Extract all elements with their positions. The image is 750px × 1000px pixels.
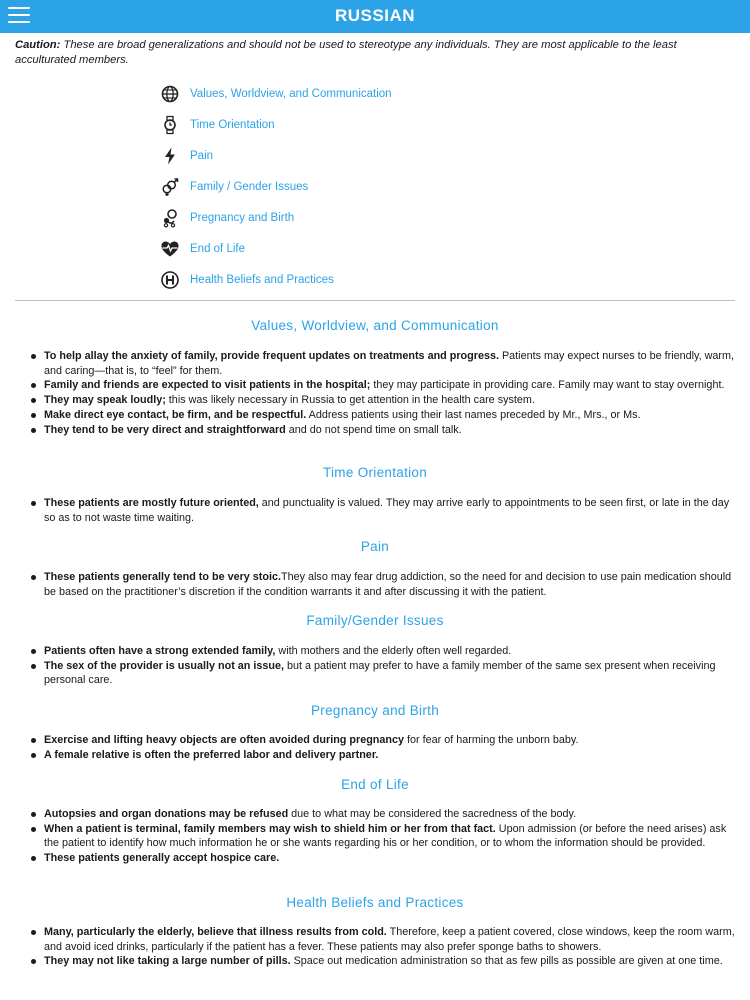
hospital-h-icon [160, 270, 180, 290]
item-text: Address patients using their last names preceded by Mr., Mrs., or Ms. [306, 408, 641, 421]
item-text: and do not spend time on small talk. [285, 423, 462, 436]
heartbeat-icon [160, 239, 180, 259]
top-app-bar [0, 0, 750, 33]
bold-lead: They may not like taking a large number of pills. [44, 955, 291, 968]
bullet-list-family-gender [44, 644, 739, 688]
bold-lead: Patients often have a strong extended family, [44, 645, 276, 657]
bullet-list-end-of-life [44, 807, 739, 866]
item-text: this was likely necessary in Russia to get attention in the health care system. [165, 394, 535, 407]
baby-icon [160, 208, 180, 228]
watch-icon [160, 115, 180, 135]
section-title-time-orientation: Time Orientation [322, 465, 428, 480]
bold-lead: To help allay the anxiety of family, provide frequent updates on treatments and progress. [44, 350, 499, 362]
list-item [44, 925, 739, 954]
item-text: but a patient may prefer to have a family member of the same sex present when receiving personal care. [44, 659, 716, 687]
item-text: they may participate in providing care. Family may want to stay overnight. [370, 379, 725, 392]
list-item [44, 393, 739, 408]
list-item [44, 644, 739, 659]
bold-lead: These patients generally accept hospice care. [44, 852, 280, 865]
list-item [44, 423, 739, 438]
gender-symbols-icon [160, 177, 180, 197]
list-item [44, 954, 739, 969]
section-divider [15, 300, 735, 301]
bold-lead: Autopsies and organ donations may be refused [44, 808, 289, 820]
toc-label: Family / Gender Issues [190, 181, 309, 193]
item-text: Upon admission (or before the need arises) ask the patient to identify how much information he or she wants regarding his or her condition, or to whom the information should be provided. [44, 822, 727, 850]
bold-lead: When a patient is terminal, family members may wish to shield him or her from that fact. [44, 822, 496, 835]
item-text: for fear of harming the unborn baby. [404, 734, 579, 746]
bold-lead: They may speak loudly; [44, 394, 166, 407]
bold-lead: Exercise and lifting heavy objects are often avoided during pregnancy [44, 734, 404, 746]
bullet-list-pregnancy-birth [44, 733, 739, 762]
section-title-family-gender: Family/Gender Issues [306, 613, 444, 628]
item-text: and punctuality is valued. They may arrive early to appointments to be seen first, or late in the day so as to not waste time waiting. [44, 497, 730, 524]
section-title-values: Values, Worldview, and Communication [251, 318, 499, 333]
item-text: Space out medication administration so that as few pills as possible are given at one time. [290, 955, 723, 968]
bullet-list-values [44, 349, 739, 437]
toc-label: Health Beliefs and Practices [190, 274, 334, 286]
list-item [44, 822, 739, 851]
lightning-bolt-icon [160, 146, 180, 166]
list-item [44, 408, 739, 423]
bold-lead: Family and friends are expected to visit patients in the hospital; [44, 379, 371, 392]
bold-lead: Make direct eye contact, be firm, and be respectful. [44, 408, 307, 421]
toc-label: Pregnancy and Birth [190, 212, 295, 224]
item-text: due to what may be considered the sacredness of the body. [288, 808, 577, 820]
bold-lead: These patients are mostly future oriented, [44, 497, 259, 509]
bullet-list-pain [44, 570, 739, 599]
globe-icon [160, 84, 180, 104]
caution-note [15, 38, 737, 68]
caution-text: These are broad generalizations and should not be used to stereotype any individuals. They are most applicable to the least acculturated members. [15, 39, 677, 66]
list-item [44, 378, 739, 393]
toc-label: Time Orientation [190, 119, 275, 131]
bullet-list-health-beliefs [44, 925, 739, 969]
bold-lead: They tend to be very direct and straightforward [44, 423, 286, 436]
toc-label: End of Life [190, 243, 245, 255]
item-text: They also may fear drug addiction, so the need for and decision to use pain medication should be based on the practitioner’s discretion if the condition warrants it and after discussing it with the patient. [44, 571, 732, 598]
section-title-health-beliefs: Health Beliefs and Practices [286, 895, 464, 910]
bold-lead: These patients generally tend to be very stoic. [44, 571, 282, 583]
list-item [44, 496, 739, 525]
list-item [44, 570, 739, 599]
list-item [44, 659, 739, 688]
section-title-end-of-life: End of Life [341, 777, 409, 792]
bold-lead: A female relative is often the preferred labor and delivery partner. [44, 748, 379, 761]
list-item [44, 807, 739, 822]
list-item [44, 851, 739, 866]
bold-lead: The sex of the provider is usually not an issue, [44, 659, 284, 672]
page-title: RUSSIAN [334, 6, 415, 25]
section-title-pregnancy-birth: Pregnancy and Birth [310, 703, 440, 718]
list-item [44, 748, 739, 763]
item-text: with mothers and the elderly often well regarded. [275, 645, 512, 657]
list-item [44, 733, 739, 748]
item-text: Therefore, keep a patient covered, close windows, keep the room warm, and avoid iced drinks, particularly if the patient has a fever. These patients may also prefer sponge baths to showers. [44, 926, 735, 953]
toc-label: Pain [190, 150, 214, 162]
bullet-list-time-orientation [44, 496, 739, 525]
section-title-pain: Pain [360, 539, 390, 554]
caution-label: Caution: [15, 39, 61, 51]
list-item [44, 349, 739, 378]
bold-lead: Many, particularly the elderly, believe that illness results from cold. [44, 926, 387, 938]
toc-label: Values, Worldview, and Communication [190, 88, 392, 100]
item-text: Patients may expect nurses to be friendly, warm, and caring—that is, to “feel” for them. [44, 350, 735, 377]
